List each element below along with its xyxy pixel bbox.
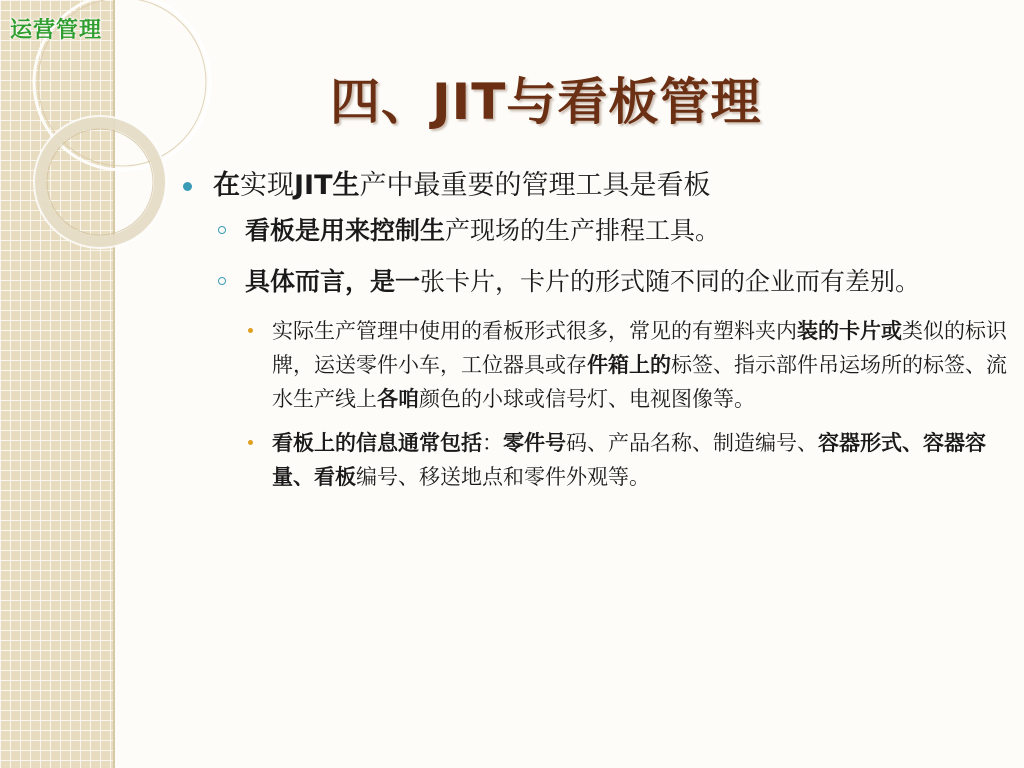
text-segment: 标签、指示部件吊运场所的标签、流水生产线上 <box>272 353 1007 411</box>
text-segment: 张卡片，卡片的形式随不同的企业而有差别。 <box>420 267 921 296</box>
text-segment: 产中最重要的管理工具是看板 <box>359 170 711 201</box>
bold-text-segment: 装的卡片或 <box>797 319 902 343</box>
text-segment: 产现场的生产排程工具。 <box>445 216 721 245</box>
course-label: 运营管理 <box>10 18 103 43</box>
bold-text-segment: 容器形式、容器容量、看板 <box>272 431 986 489</box>
bullet-point-level-2 <box>180 212 1010 249</box>
text-segment: 实际生产管理中使用的看板形式很多，常见的有塑料夹内 <box>272 319 797 343</box>
bullet-icon <box>183 182 192 191</box>
bold-text-segment: 件箱上的 <box>587 353 671 377</box>
bullet-point-level-2 <box>180 263 1010 300</box>
bold-text-segment: 看板是用来控制生 <box>245 216 446 245</box>
bullet-list <box>180 166 1010 504</box>
bullet-icon <box>248 440 253 445</box>
text-segment: ： <box>482 431 503 455</box>
bullet-point-level-3 <box>180 314 1010 416</box>
text-segment: 颜色的小球或信号灯、电视图像等。 <box>419 387 755 411</box>
bold-text-segment: 各咱 <box>377 387 419 411</box>
text-segment: 实现 <box>240 170 294 201</box>
slide-title: 四、JIT与看板管理 <box>330 73 762 131</box>
bullet-icon <box>218 277 226 285</box>
bold-text-segment: 在 <box>213 170 240 201</box>
bold-text-segment: JIT生 <box>294 170 360 201</box>
text-segment: 编号、移送地点和零件外观等。 <box>356 465 650 489</box>
bullet-point-level-1 <box>180 166 1010 206</box>
bullet-point-level-3 <box>180 426 1010 494</box>
bullet-icon <box>218 226 226 234</box>
bold-text-segment: 零件号 <box>503 431 566 455</box>
text-segment: 类似的标识牌，运送零件小车，工位器具或存 <box>272 319 1007 377</box>
bullet-icon <box>248 328 253 333</box>
bold-text-segment: 看板上的信息通常包括 <box>272 431 482 455</box>
bold-text-segment: 具体而言，是一 <box>245 267 421 296</box>
text-segment: 码、产品名称、制造编号、 <box>566 431 818 455</box>
